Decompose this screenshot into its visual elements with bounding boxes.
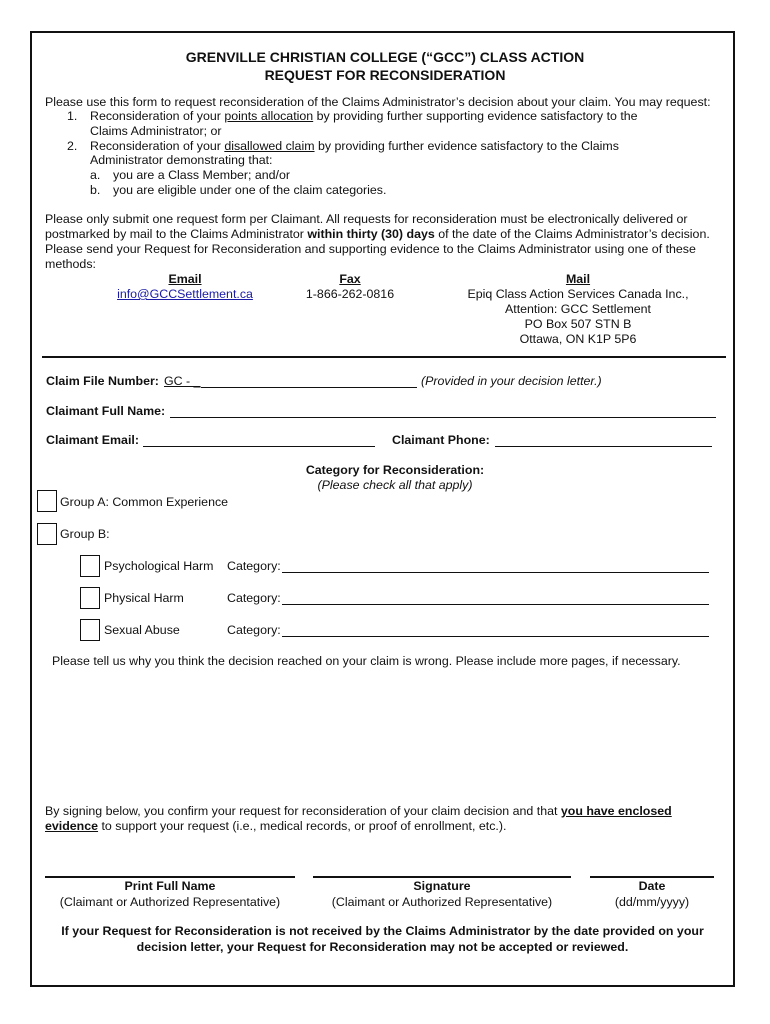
footer-warning-line-2: decision letter, your Request for Reconsideration may not be accepted or reviewed.	[136, 940, 629, 954]
group-b-checkbox[interactable]	[37, 523, 57, 545]
psychological-harm-label: Psychological Harm	[104, 559, 214, 573]
fax-heading: Fax	[339, 272, 361, 286]
print-name-label: Print Full Name	[124, 879, 216, 893]
intro-text: Please use this form to request reconsideration of the Claims Administrator’s decision about your claim. You may request:	[45, 95, 711, 109]
footer-warning-line-1: If your Request for Reconsideration is not received by the Claims Administrator by the date provided on your	[61, 924, 704, 938]
physical-category-label: Category:	[227, 591, 281, 605]
fax-number: 1-866-262-0816	[305, 287, 395, 301]
reason-prompt: Please tell us why you think the decision reached on your claim is wrong. Please include more pages, if necessary.	[52, 654, 681, 668]
instructions-line-3: Please send your Request for Reconsideration and supporting evidence to the Claims Administrator using one of these	[45, 242, 696, 256]
psychological-harm-checkbox[interactable]	[80, 555, 100, 577]
signature-label: Signature	[413, 879, 471, 893]
signing-statement-line-1: By signing below, you confirm your request for reconsideration of your claim decision and that you have enclosed	[45, 804, 672, 818]
email-field-line[interactable]	[143, 446, 375, 447]
section-divider	[42, 356, 726, 358]
instructions-line-2: postmarked by mail to the Claims Administrator within thirty (30) days of the date of the Claims Administrator’s decision.	[45, 227, 710, 241]
list-number-2: 2.	[67, 139, 78, 153]
claim-file-label: Claim File Number:	[46, 374, 159, 388]
date-label: Date	[638, 879, 666, 893]
phone-field-line[interactable]	[495, 446, 712, 447]
mail-heading: Mail	[565, 272, 591, 286]
group-a-checkbox[interactable]	[37, 490, 57, 512]
instructions-line-4: methods:	[45, 257, 96, 271]
mail-line-3: PO Box 507 STN B	[524, 317, 632, 331]
physical-harm-checkbox[interactable]	[80, 587, 100, 609]
print-name-line[interactable]	[45, 876, 295, 878]
physical-harm-label: Physical Harm	[104, 591, 184, 605]
list-item-2-cont: Administrator demonstrating that:	[90, 153, 273, 167]
sub-letter-a: a.	[90, 168, 101, 182]
physical-category-line[interactable]	[282, 604, 709, 605]
group-a-label: Group A: Common Experience	[60, 495, 229, 509]
sexual-abuse-category-line[interactable]	[282, 636, 709, 637]
signing-statement-line-2: evidence to support your request (i.e., medical records, or proof of enrollment, etc.).	[45, 819, 507, 833]
instructions-line-1: Please only submit one request form per Claimant. All requests for reconsideration must be electronically delivered or	[45, 212, 688, 226]
email-field-label: Claimant Email:	[46, 433, 139, 447]
category-subheading: (Please check all that apply)	[317, 478, 473, 492]
date-sublabel: (dd/mm/yyyy)	[614, 895, 690, 909]
psychological-category-line[interactable]	[282, 572, 709, 573]
full-name-line[interactable]	[170, 417, 716, 418]
mail-line-4: Ottawa, ON K1P 5P6	[519, 332, 637, 346]
sexual-abuse-label: Sexual Abuse	[104, 623, 180, 637]
list-item-2: Reconsideration of your disallowed claim by providing further evidence satisfactory to the Claims	[90, 139, 619, 153]
email-heading: Email	[168, 272, 202, 286]
signature-line[interactable]	[313, 876, 571, 878]
list-number-1: 1.	[67, 109, 78, 123]
mail-line-1: Epiq Class Action Services Canada Inc.,	[467, 287, 689, 301]
full-name-label: Claimant Full Name:	[46, 404, 166, 418]
claim-file-line[interactable]	[201, 387, 417, 388]
sub-item-b: you are eligible under one of the claim categories.	[113, 183, 387, 197]
category-heading: Category for Reconsideration:	[305, 463, 485, 477]
list-item-1-cont: Claims Administrator; or	[90, 124, 222, 138]
mail-line-2: Attention: GCC Settlement	[504, 302, 651, 316]
sub-item-a: you are a Class Member; and/or	[113, 168, 290, 182]
claim-file-prefix: GC - _	[164, 374, 201, 388]
form-title: GRENVILLE CHRISTIAN COLLEGE (“GCC”) CLASS ACTION	[185, 49, 585, 65]
claim-file-note: (Provided in your decision letter.)	[421, 374, 602, 388]
phone-field-label: Claimant Phone:	[392, 433, 490, 447]
sub-letter-b: b.	[90, 183, 101, 197]
psychological-category-label: Category:	[227, 559, 281, 573]
date-line[interactable]	[590, 876, 714, 878]
signature-sublabel: (Claimant or Authorized Representative)	[331, 895, 553, 909]
print-name-sublabel: (Claimant or Authorized Representative)	[59, 895, 281, 909]
sexual-abuse-checkbox[interactable]	[80, 619, 100, 641]
sexual-abuse-category-label: Category:	[227, 623, 281, 637]
reason-text-area[interactable]	[45, 672, 725, 782]
email-link[interactable]: info@GCCSettlement.ca	[117, 287, 253, 301]
group-b-label: Group B:	[60, 527, 110, 541]
list-item-1: Reconsideration of your points allocation by providing further supporting evidence satisfactory to the	[90, 109, 638, 123]
form-subtitle: REQUEST FOR RECONSIDERATION	[264, 67, 506, 83]
